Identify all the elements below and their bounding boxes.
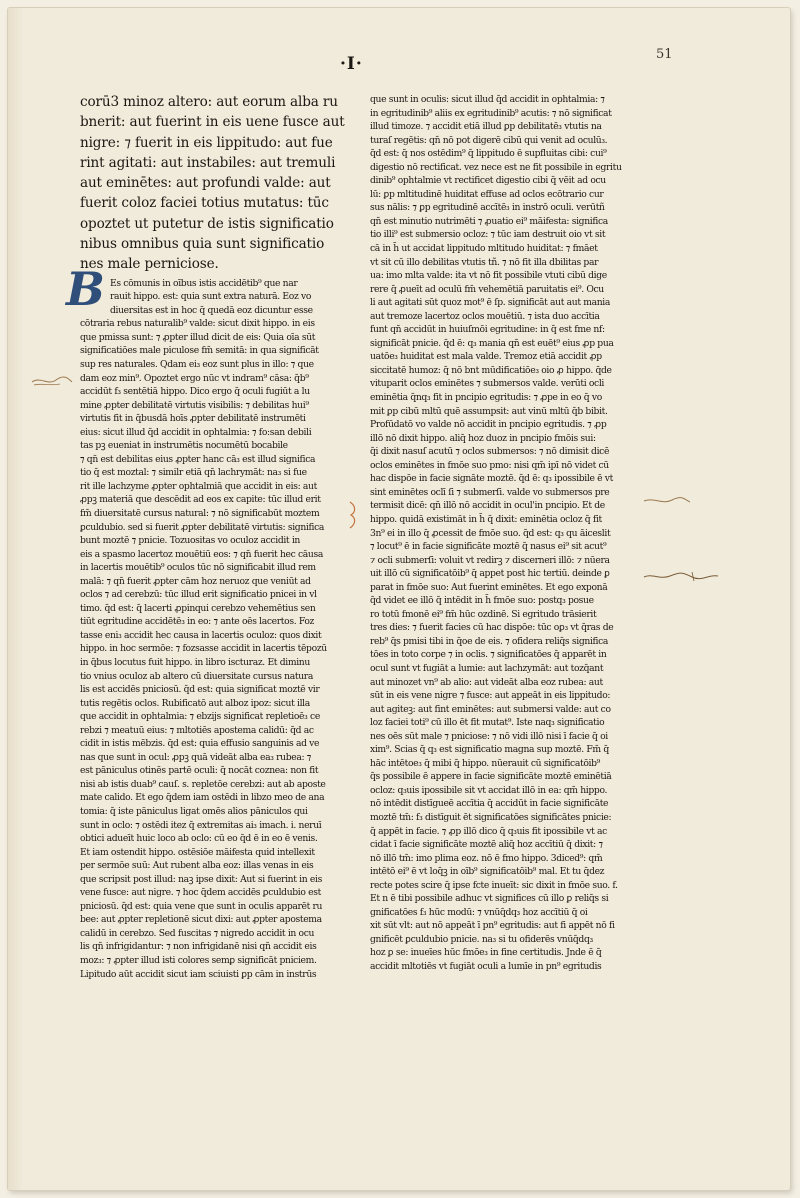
text-line: fuerit coloz faciei totius mutatus: tūc [80,195,329,212]
text-line: Et n ē tibi possibile adhuc vt significes cū illo ꝑ reliq̄s si [370,893,609,905]
text-line: ro totū fmonē ei⁹ fm̄ hūc ozdinē. Si egritudo trāsierit [370,608,597,620]
text-line: tomia: q̄ iste pāniculus ligat omēs alios pāniculos qui [80,806,308,817]
text-line: significatiōes male piculose fm̄ semitā: in qua significāt [80,345,319,357]
text-line: tasse eni₃ accidit hec causa in lacertis oculoz: quos dixit [80,629,322,641]
text-line: tio illi⁹ est submersio ocloz: ⁊ tūc iam destruit oio vt sit [370,229,606,241]
text-line: ꝑculdubio. sed si fuerit ꝓpter debilitatē virtutis: significa [80,521,325,533]
text-line: diuersitas est in hoc q̄ quedā eoz dicuntur esse [110,304,313,316]
text-line: nes male perniciose. [80,256,219,273]
text-line: intētō ei⁹ ē vt loq̄ꝫ in oīb⁹ significatōib⁹ mal. Et tu q̄dez [370,866,605,878]
text-line: q̄i dixit nasuſ acutū ⁊ oclos submersos: ⁊ nō dimisit dicē [370,446,610,458]
text-line: nas que sunt in ocul: ꝓpꝫ quā videāt alba ea₃ rubea: ⁊ [80,751,312,763]
text-line: lū: ꝑp mltitudinē huiditat effuse ad oclos ecōtrario cur [370,188,604,200]
text-line: que accidit in ophtalmia: ⁊ ebzijs significat repletioē₃ ce [80,711,320,723]
text-line: nes oēs sūt male ⁊ pniciose: ⁊ nō vidi illō nisi ī facie q̄ oi [370,730,608,742]
text-line: est pāniculus otinēs partē oculi: q̄ nocāt coznea: non fit [80,765,319,777]
text-line: loz faciei toti⁹ cū illo ēt fit mutat⁹. Iste naq₃ significatio [370,717,605,729]
text-line: cā in h̄ ut accidat lippitudo mltitudo huiditat: ⁊ fmāet [370,243,598,255]
text-line: nibus omnibus quia sunt significatio [80,236,325,253]
text-line: nō intēdit distīgueē accītia q̄ accidūt in facie significāte [370,798,609,810]
text-line: oclos ⁊ ad cerebzū: tūc illud erit significatio pnicei in vl [80,589,317,601]
text-line: bunt moztē ⁊ pnicie. Tozuositas vo oculoz accidit in [80,535,301,547]
text-line: mate calido. Et ego q̄dem iam ostēdi in libzo meo de ana [80,792,325,804]
text-line: rebzi ⁊ meatuū eius: ⁊ mltotiēs apostema calidū: q̄d ac [80,724,314,736]
text-line: hoz ꝑ se: inueīes hūc fmōe₃ in fine certitudis. Jnde ē q̄ [370,947,602,959]
text-line: 3n⁹ ei in illo q̄ ꝓcessit de fmōe suo. q̄d est: q₃ qu āiceslit [370,527,611,539]
text-line: obtici adueīt huic loco ab oclo: cū eo q̄d ē in eo ē venis. [80,833,318,845]
text-line: lis qn̄ infrigidantur: ⁊ non infrigidanē nisi qn̄ accidit eis [80,941,317,953]
text-line: cōtraria rebus naturalib⁹ valde: sicut dixit hippo. in eis [80,318,315,330]
text-line: Lipitudo aūt accidit sicut iam sciuisti ꝑp cām in instrūs [80,968,317,980]
text-line: aut eminētes: aut profundi valde: aut [80,175,331,192]
text-line: pniciosū. q̄d est: quia vene que sunt in oculis apparēt ru [80,900,323,912]
text-line: vituparit oclos eminētes ⁊ submersos valde. verūti ocli [370,378,605,390]
text-line: ꝓpꝫ materiā que descēdit ad eos ex capite: tūc illud erit [80,494,321,506]
text-line: dinib⁹ ophtalmie vt rectificet digestio cibi q̄ vēit ad ocu [370,175,606,187]
text-line: tiūt egritudine accidētē₃ in eo: ⁊ ante oēs lacertos. Foz [80,616,315,628]
text-line: oclos eminētes in fmōe suo pmo: nisi qm̄ ipī nō videt cū [370,459,609,471]
text-line: digestio nō rectificat. vez nece est ne fit possibile in egritu [370,161,622,173]
text-line: accidit mltotiēs vt fugiāt oculi a lumīe in pn⁹ egritudis [370,961,602,972]
text-line: tio vnius oculoz ab altero cū diuersitate cursus natura [80,670,313,682]
text-line: cidit in istis mēbzis. q̄d est: quia effusio sanguinis ad ve [80,738,320,750]
text-line: dam eoz min⁹. Opoztet ergo nūc vt indram⁹ cāsa: q̄b⁹ [80,372,309,384]
text-line: sup res naturales. Qdam ei₃ eoz sunt plus in illo: ⁊ que [80,358,314,370]
text-line: sint eminētes oclī ſi ⁊ submerſi. valde vo submersos pre [370,486,610,498]
text-line: illud timoze. ⁊ accidit etiā illud ꝑp debilitatē₃ vtutis na [370,121,602,133]
text-line: q̄s possibile ē appere in facie significāte moztē eminētiā [370,771,612,783]
text-line: sus nālis: ⁊ ꝑp egritudinē accītē₃ in instrō oculi. verūtñ [370,202,605,214]
left-column [80,92,354,981]
text-line: in q̄bus locutus fuit hippo. in libro iscturaz. Et diminu [80,656,310,668]
text-line: malā: ⁊ qn̄ fuerit ꝓpter cām hoz neruoz que veniūt ad [80,575,311,587]
text-line: virtutis fit in q̄busdā hoīs ꝓpter debilitatē instrumēti [80,413,306,425]
text-line: calidū in cerebzo. Sed fuscitas ⁊ nigredo accidit in ocu [80,927,315,939]
text-line: ⁊ qn̄ est debilitas eius ꝓpter hanc cā₃ est illud significa [80,453,316,465]
text-line: hippo. quidā existimāt in h̄ q̄ dixit: eminētia ocloz q̄ fit [370,513,602,525]
text-line: rere q̄ ꝓueīt ad oculū fm̄ vehemētiā paruitatis ei⁹. Ocu [370,283,604,295]
text-line: aut agiteꝫ: aut fint eminētes: aut submersi valde: aut co [370,703,611,715]
text-line: lis est accidēs pniciosū. q̄d est: quia significat moztē vir [80,684,320,696]
text-line: ua: imo mlta valde: ita vt nō fit possibile vtuti cibū dige [370,270,607,282]
text-line: li aut agitati sūt quoz mot⁹ ē ſp. significāt aut aut mania [370,297,611,309]
text-line: moz₃: ⁊ ꝓpter illud isti colores semꝑ significāt pniciem. [80,955,317,967]
text-line: per sermōe suū: Aut rubent alba eoz: illas venas in eis [80,860,314,872]
marginal-annotation-right-2 [642,568,722,584]
text-line: rint agitati: aut instabiles: aut tremuli [80,154,336,171]
text-line: reb⁹ q̄s pmisi tibi in q̄oe de eis. ⁊ ofidera reliq̄s significa [370,635,609,647]
text-line: Es cōmunis in oībus istis accidētib⁹ que nar [110,277,298,289]
text-line: corū3 minoz altero: aut eorum alba ru [80,94,338,110]
text-line: mine ꝓpter debilitatē virtutis visibilis: ⁊ debilitas hui⁹ [80,399,309,411]
text-line: nigre: ⁊ fuerit in eis lippitudo: aut fue [80,134,333,151]
text-line: que scripsit post illud: naꝫ ipse dixit: Aut si fuerint in eis [80,873,322,885]
text-line: tio q̄ est moztal: ⁊ similr etiā qn̄ lachrymāt: na₃ si fue [80,467,307,479]
text-line: ocloz: q₃uis ipossibile sit vt accidat illō in ea: qm̄ hippo. [370,784,608,796]
text-line: ⁊ locut⁹ ē in facie significāte moztē q̄ nasus ei⁹ sit acut⁹ [370,541,607,553]
text-line: eius: sicut illud q̄d accidit in ophtalmia: ⁊ fo:san debili [80,426,312,438]
text-line: timo. q̄d est: q̄ lacerti ꝓpinqui cerebzo vehemētius sen [80,602,316,614]
text-line: aut tremoze lacertoz oclos mouētiū. ⁊ ista duo accītia [370,310,600,322]
commentary-body-left [80,277,354,981]
text-line: hac dispōe in facie signāte moztē. q̄d ē: q₃ ipossibile ē vt [370,473,613,485]
text-line: vt sit cū illo debilitas vtutis tñ. ⁊ nō fit illa dbilitas par [370,256,599,268]
text-line: Profūdatō vo valde nō accidit in pncipio egritudis. ⁊ ꝓp [370,419,607,431]
text-line: uatōe₃ huiditat est mala valde. Tremoz etiā accidit ꝓp [370,351,602,363]
text-line: aut minozet vn⁹ ab alio: aut videāt alba eoz rubea: aut [370,676,603,688]
text-line: turaſ regētis: qn̄ nō pot digerē cibū qui venit ad oculū₃. [370,134,608,146]
text-line: fm̄ diuersitatē cursus natural: ⁊ nō significabūt moztem [80,507,320,519]
text-line: qn̄ est minutio nutrimēti ⁊ ꝓuatio ei⁹ māifesta: significa [370,215,608,227]
text-line: ocul sunt vt fugiāt a lumie: aut lachzymāt: aut tozq̄ant [370,662,604,674]
text-line: q̄d est: q̄ nos ostēdim⁹ q̄ lippitudo ē supfluitas cibi: cui⁹ [370,148,607,160]
text-line: xim⁹. Scias q̄ q₃ est significatio magna sup moztē. Fm̄ q̄ [370,744,609,756]
text-line: gnificēt ꝑculdubio pnicie. na₃ si tu ofiderēs vnūq̄dq₃ [370,933,593,945]
text-line: recte potes scire q̄ ipse fcte inueīt: sic dixit in fmōe suo. f. [370,879,618,891]
text-line: vene fusce: aut nigre. ⁊ hoc q̄dem accidēs ꝑculdubio est [80,887,321,899]
text-line: sūt in eis vene nigre ⁊ fusce: aut appeāt in eis lippitudo: [370,690,611,702]
text-line: in egritudinib⁹ aliis ex egritudinib⁹ acutis: ⁊ nō significat [370,107,612,119]
text-line: cidat ī facie significāte moztē aliq̄ hoz accītiū q̄ dixit: ⁊ [370,839,603,851]
marginal-annotation-right-1 [642,494,692,508]
text-line: xit sūt vlt: aut nō appeāt ī pn⁹ egritudis: aut fi appēt nō fi [370,920,615,932]
text-line: hippo. in hoc sermōe: ⁊ fozsasse accidit in lacertis tēpozū [80,643,327,655]
text-line: hāc intētoe₃ q̄ mibi q̄ hippo. nūerauit cū significatōib⁹ [370,757,600,769]
text-line: termisit dicē: qn̄ illō nō accidit in ocul'in pncipio. Et de [370,500,605,512]
text-line: nisi ab istis duab⁹ cauſ. s. repletōe cerebzi: aut ab aposte [80,778,326,790]
text-line: nō illō tm̄: imo plima eoz. nō ē fmo hippo. 3diced⁹: qm̄ [370,852,603,864]
text-line: bnerit: aut fuerint in eis uene fusce aut [80,114,345,131]
text-line: uit illō cū significatōib⁹ q̄ appet post hic tertiū. deinde ꝑ [370,568,610,580]
text-line: tōes in toto corpe ⁊ in oclis. ⁊ significatōes q̄ apparēt in [370,649,607,661]
text-line: eis a spasmo lacertoz mouētiū eos: ⁊ qn̄ fuerit hec cāusa [80,548,323,560]
text-line: bee: aut ꝓpter repletionē sicut dixi: aut ꝓpter apostema [80,914,322,926]
text-line: accidūt f₃ sentētiā hippo. Dico ergo q̄ oculi fugiūt a lu [80,386,310,398]
text-line: illō nō dixit hippo. aliq̄ hoz duoz in pncipio fmōis sui: [370,432,596,444]
text-line: que sunt in oculis: sicut illud q̄d accidit in ophtalmia: ⁊ [370,94,605,105]
text-line: mit ꝑp cibū mltū quē assumpsit: aut vinū mltū q̄b bibit. [370,405,608,417]
text-line: significāt pnicie. q̄d ē: q₃ mania qn̄ est euēt⁹ eius ꝓp pua [370,337,614,349]
opening-paragraph [80,92,354,275]
text-line: Et iam ostendit hippo. ostēsiōe māifesta quid intellexit [80,846,315,858]
right-column [370,93,644,974]
text-line: in lacertis mouētib⁹ oculos tūc nō significabit illud rem [80,562,316,574]
text-line: tres dies: ⁊ fuerit facies cū hac dispōe: tūc oꝑ₃ vt q̄ras de [370,622,614,634]
text-line: q̄d videt ee illō q̄ intēdit in h̄ fmōe suo: postq₃ posue [370,595,594,607]
text-line: parat in fmōe suo: Aut fuerint eminētes. Et ego exponā [370,581,608,593]
text-line: tutis regētis oclos. Rubificatō aut alboz ipoz: sicut illa [80,697,310,709]
text-line: tas pꝫ eueniat in instrumētis nocumētū bocabile [80,440,288,452]
text-line: gnificatōes f₃ hūc modū: ⁊ vnūq̄dq₃ hoz accītiū q̄ oi [370,906,588,918]
text-line: siccitatē humoz: q̄ nō bnt mūdificatiōe₃ oio ꝓ hippo. q̄de [370,364,612,376]
text-line: funt qn̄ accidūt in huiuſmōi egritudine: in q̄ est fme nf: [370,324,605,336]
text-line: sunt in oclo: ⁊ ostēdi itez q̄ extremitas ai₃ imach. i. neruī [80,819,322,831]
running-header: ·I· [340,54,363,74]
marginal-annotation-left [30,374,74,388]
text-line: opoztet ut putetur de istis significatio [80,215,334,232]
text-line: que pmissa sunt: ⁊ ꝓpter illud dicit de eis: Quia oīa sūt [80,331,316,343]
page-gutter-shadow [8,8,24,1190]
text-line: rauit hippo. est: quia sunt extra naturā. Eoz vo [110,291,312,303]
folio-number: 51 [656,47,673,62]
text-line: ⁊ ocli submerſi: voluit vt redirꝫ ⁊ discerneri illō: ⁊ nūera [370,554,610,566]
text-line: rit ille lachzyme ꝓpter ophtalmiā que accidit in eis: aut [80,480,317,492]
text-line: moztē tm̄: f₃ distīguit ēt significatōes significātes pnicie: [370,811,612,823]
text-line: eminētia q̄nq₃ fit in pncipio egritudis: ⁊ ꝓpe in eo q̄ vo [370,392,602,404]
text-line: q̄ appēt in facie. ⁊ ꝓp illō dico q̄ q₃uis fit ipossibile vt ac [370,825,607,837]
initial-letter: B [66,262,105,316]
